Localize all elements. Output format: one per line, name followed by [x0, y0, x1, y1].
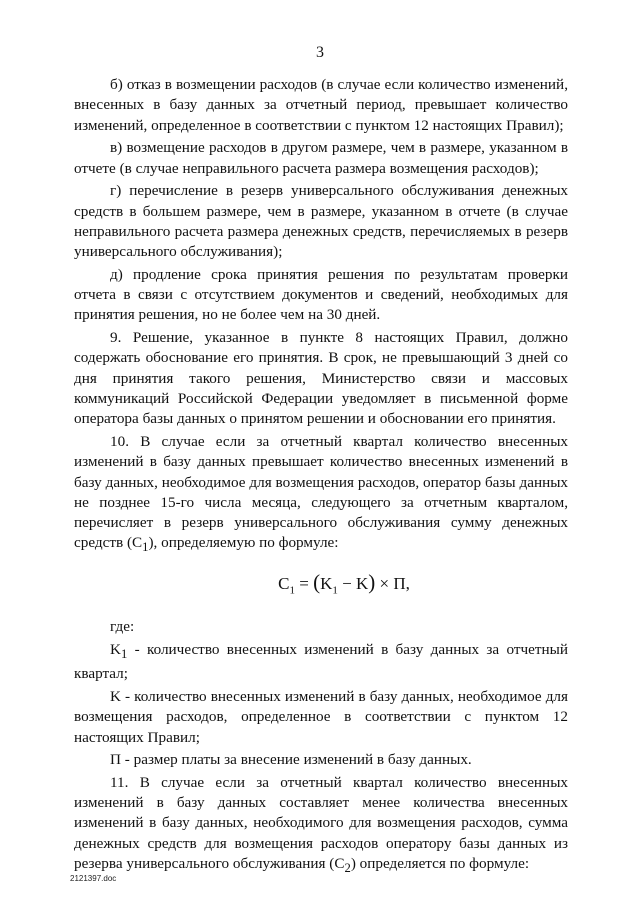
paragraph-11: 11. В случае если за отчетный квартал количество внесенных изменений в базу данных составляет менее количества внесенных изменений в базу данных, необходимого для возмещения расходов, сумма денежных средств для возмещения расходов оператору базы данных из резерва универсального обслуживания $(С_2)$ определяется по формуле: — [74, 773, 568, 876]
paragraph-g: г) перечисление в резерв универсального обслуживания денежных средств в большем размере, чем в размере, указанном в отчете (в случае неправильного расчета размера денежных средств, перечисляемых в резерв универсального обслуживания); — [74, 182, 568, 261]
paragraph-d: д) продление срока принятия решения по результатам проверки отчета в связи с отсутствием документов и сведений, необходимых для принятия решения, но не более чем на 30 дней. — [74, 265, 568, 324]
document-body — [74, 75, 568, 881]
paragraph-10: 10. В случае если за отчетный квартал количество внесенных изменений в базу данных превышает количество внесенных изменений в базу данных, необходимое для возмещения расходов, оператор базы данных не позднее 15-го числа месяца, следующего за отчетным кварталом, перечисляет в резерв универсального обслуживания сумму денежных средств $(С_1)$, определяемую по формуле: — [74, 433, 568, 555]
paragraph-v: в) возмещение расходов в другом размере, чем в размере, указанном в отчете (в случае неправильного расчета размера возмещения расходов); — [74, 139, 568, 177]
definition-k1: $K_1$ - количество внесенных изменений в базу данных за отчетный квартал; — [74, 640, 568, 683]
paragraph-9: 9. Решение, указанное в пункте 8 настоящих Правил, должно содержать обоснование его принятия. В срок, не превышающий 3 дней со дня принятия такого решения, Министерство связи и массовых коммуникаций Российской Федерации уведомляет в письменной форме оператора базы данных о принятом решении и обосновании его принятия. — [74, 329, 568, 428]
formula-c1: $C_1 = (K_1 - K) \times П$, — [278, 569, 410, 597]
file-name-footer: 2121397.doc — [70, 874, 117, 883]
definition-p: П - размер платы за внесение изменений в базу данных. — [110, 751, 472, 769]
where-label: где: — [110, 618, 135, 636]
paragraph-b: б) отказ в возмещении расходов (в случае если количество изменений, внесенных в базу данных за отчетный период, превышает количество изменений, определенное в соответствии с пунктом 12 настоящих Правил); — [74, 76, 568, 134]
definition-k: K - количество внесенных изменений в базу данных, необходимое для возмещения расходов, определенное в соответствии с пунктом 12 настоящих Правил; — [74, 687, 568, 746]
page-number: 3 — [316, 44, 324, 61]
